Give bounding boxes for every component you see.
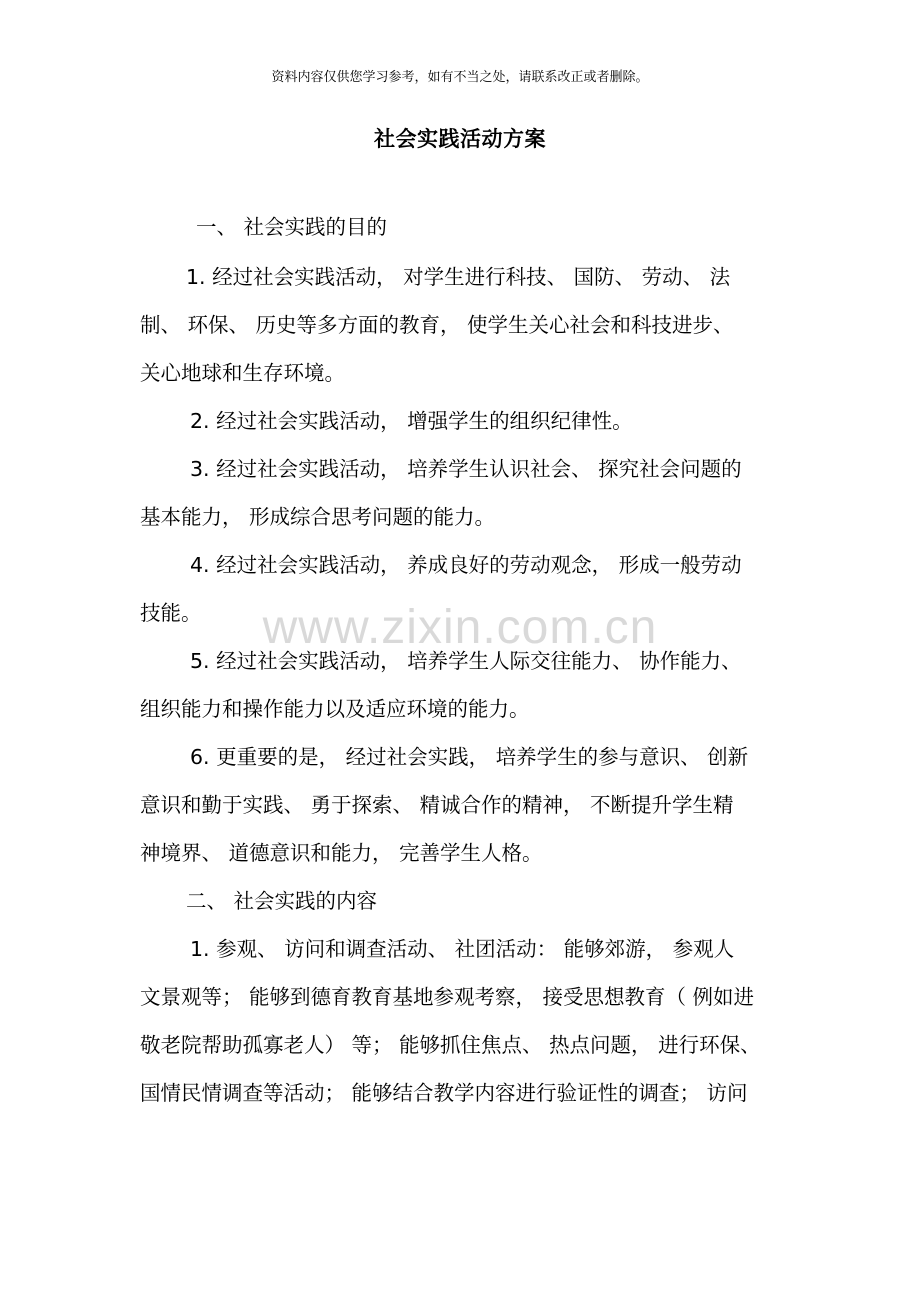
section-heading: 一、 社会实践的目的 (196, 215, 388, 239)
body-line: 国情民情调查等活动； 能够结合教学内容进行验证性的调查； 访问 (140, 1081, 748, 1105)
body-line: 关心地球和生存环境。 (140, 361, 345, 385)
body-line: 文景观等； 能够到德育教育基地参观考察， 接受思想教育（ 例如进 (140, 985, 755, 1009)
body-line: 敬老院帮助孤寡老人） 等； 能够抓住焦点、 热点问题， 进行环保、 (140, 1033, 761, 1057)
section-heading: 二、 社会实践的内容 (186, 889, 378, 913)
body-line: 意识和勤于实践、 勇于探索、 精诚合作的精神， 不断提升学生精 (140, 793, 734, 817)
body-line: 2. 经过社会实践活动， 增强学生的组织纪律性。 (190, 409, 633, 433)
body-line: 3. 经过社会实践活动， 培养学生认识社会、 探究社会问题的 (190, 457, 742, 481)
document-title: 社会实践活动方案 (374, 127, 546, 151)
body-line: 1. 参观、 访问和调查活动、 社团活动： 能够郊游， 参观人 (190, 937, 735, 961)
body-line: 制、 环保、 历史等多方面的教育， 使学生关心社会和科技进步、 (140, 313, 734, 337)
body-line: 1. 经过社会实践活动， 对学生进行科技、 国防、 劳动、 法 (186, 265, 731, 289)
body-line: 基本能力， 形成综合思考问题的能力。 (140, 505, 496, 529)
body-line: 组织能力和操作能力以及适应环境的能力。 (140, 697, 530, 721)
body-line: 5. 经过社会实践活动， 培养学生人际交往能力、 协作能力、 (190, 649, 742, 673)
watermark-text: www.zixin.com.cn (262, 601, 658, 654)
body-line: 4. 经过社会实践活动， 养成良好的劳动观念， 形成一般劳动 (190, 553, 742, 577)
body-line: 6. 更重要的是， 经过社会实践， 培养学生的参与意识、 创新 (190, 745, 749, 769)
body-line: 技能。 (140, 601, 202, 625)
body-line: 神境界、 道德意识和能力， 完善学生人格。 (140, 841, 543, 865)
header-disclaimer: 资料内容仅供您学习参考，如有不当之处，请联系改正或者删除。 (271, 70, 649, 85)
